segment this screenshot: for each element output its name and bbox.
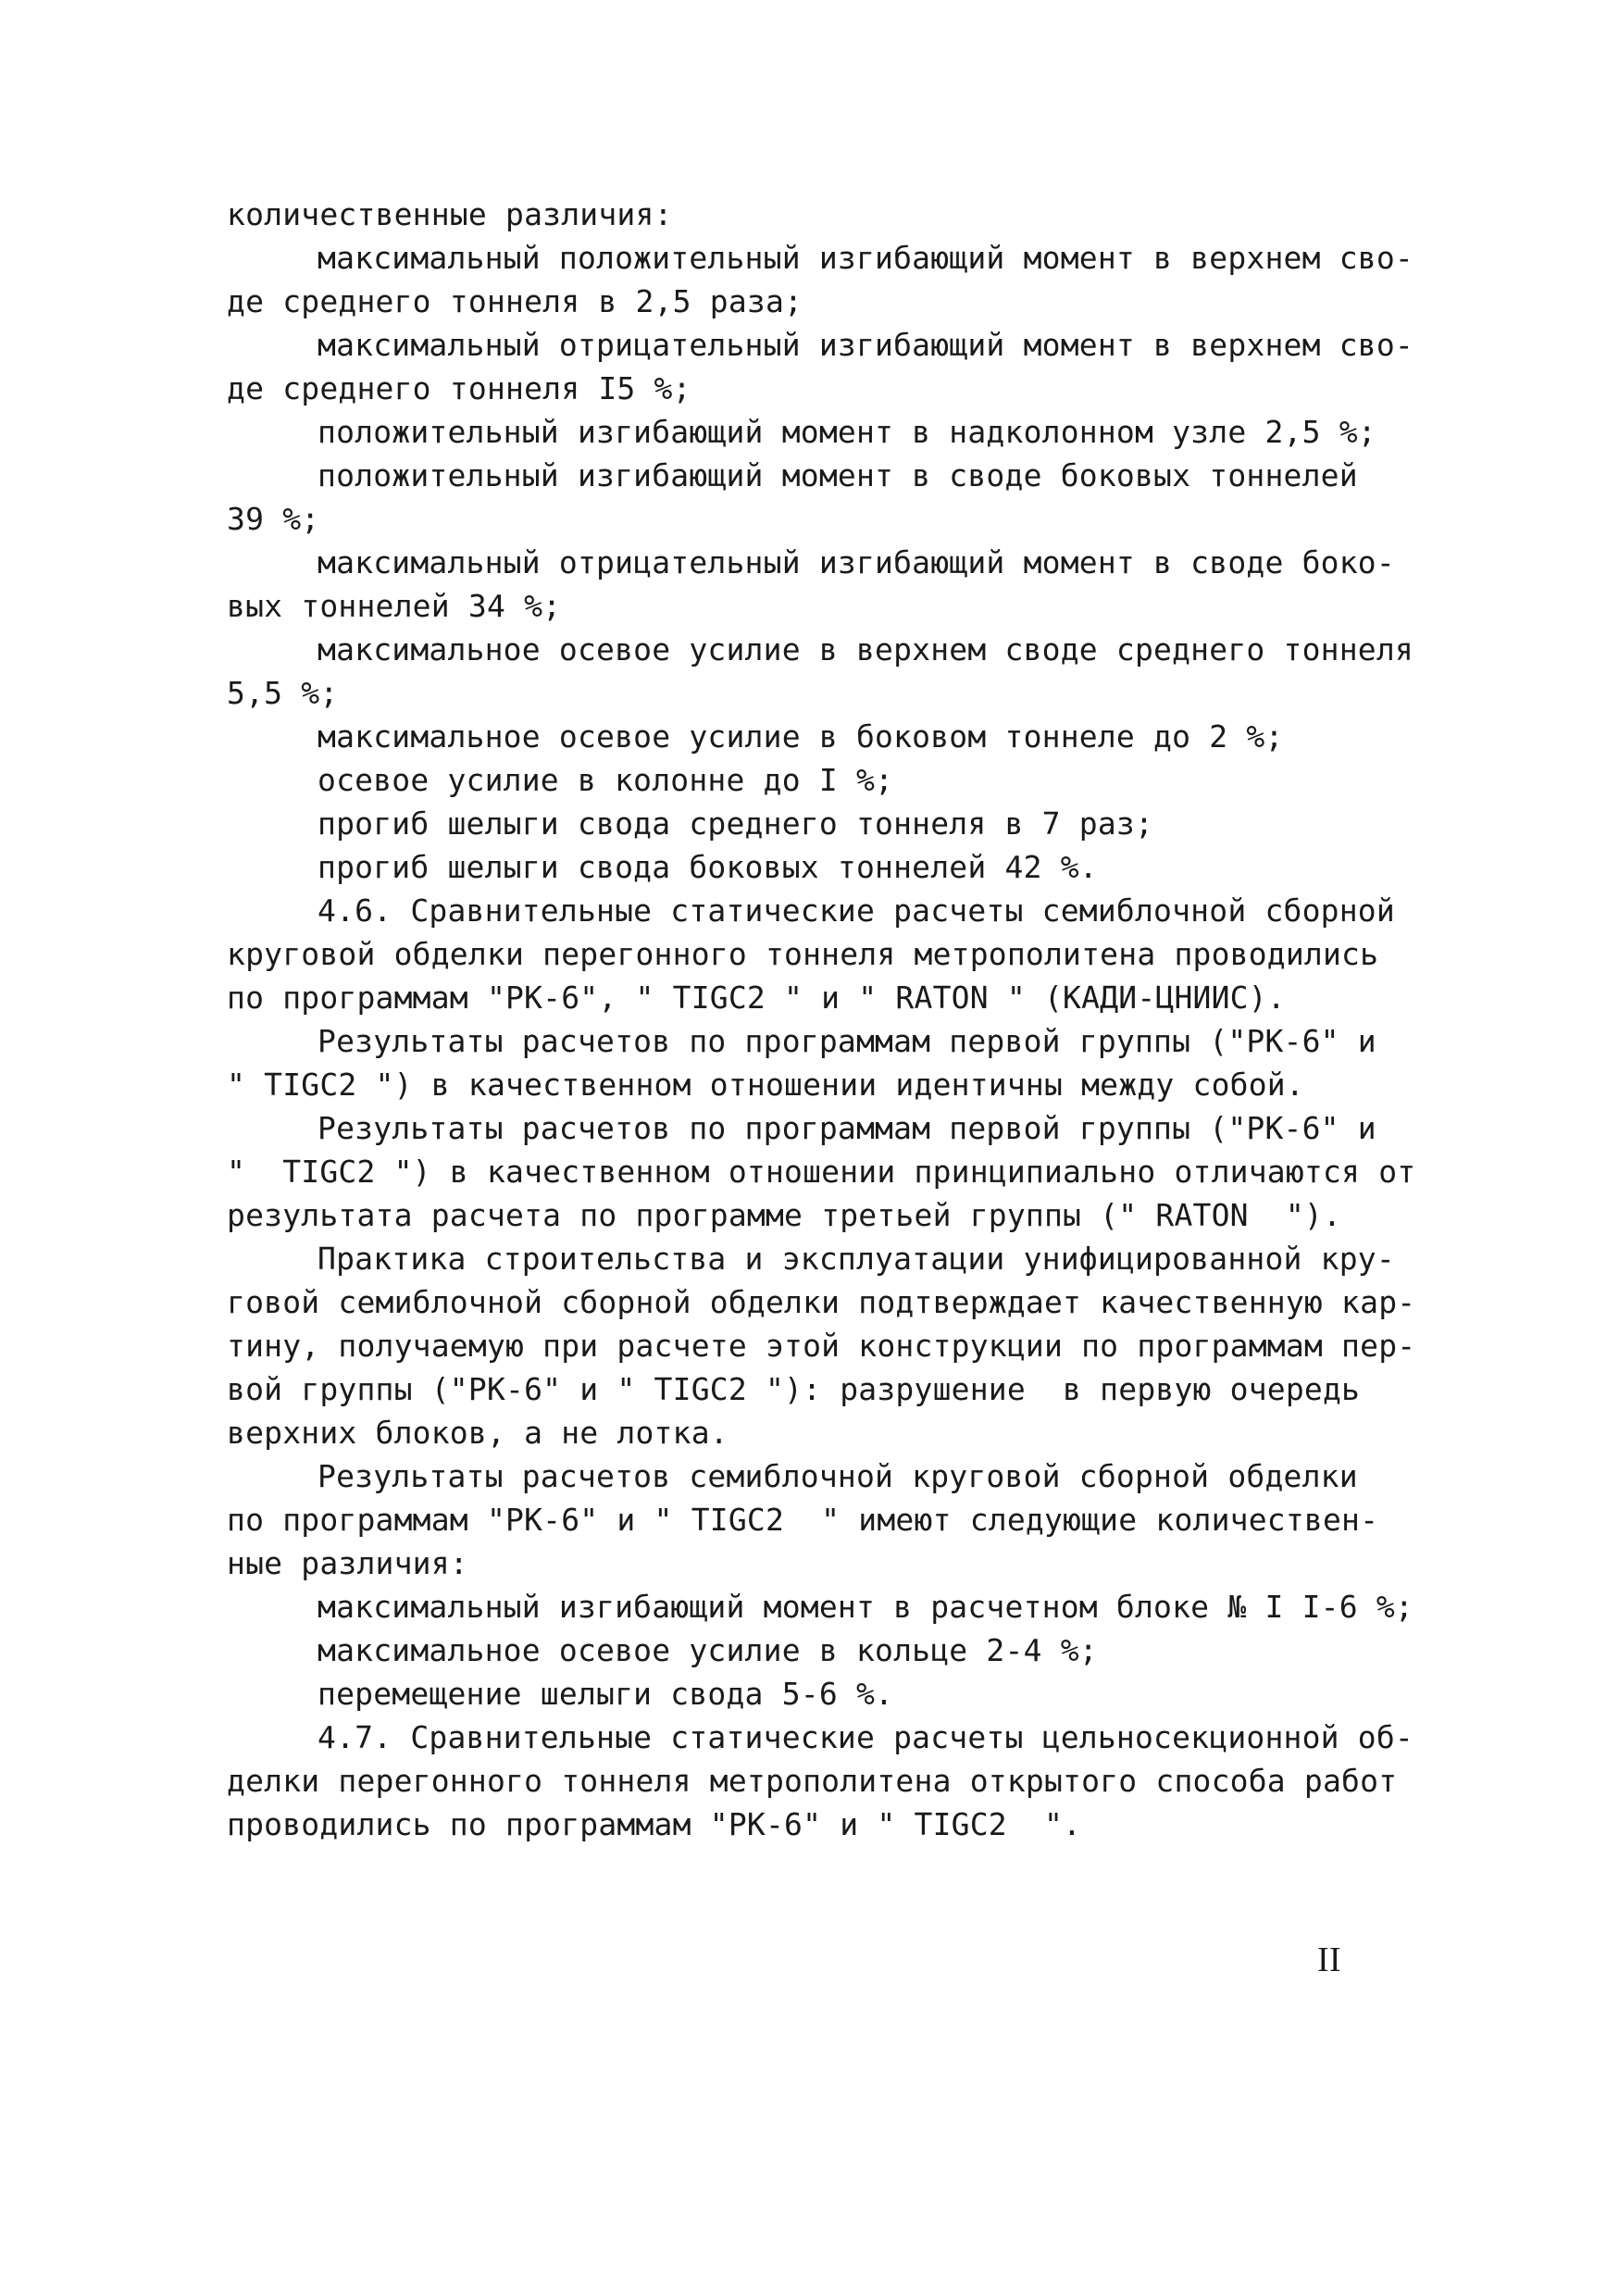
text-line: максимальный положительный изгибающий момент в верхнем сво- <box>318 240 1414 276</box>
text-line: по программам "РК-6", " TIGC2 " и " RATON " (КАДИ-ЦНИИС). <box>227 980 1286 1016</box>
text-line: результата расчета по программе третьей группы (" RATON "). <box>227 1197 1342 1233</box>
text-line: максимальное осевое усилие в кольце 2-4 %; <box>318 1632 1098 1668</box>
section-4-7-heading: 4.7. Сравнительные статические расчеты цельносекционной об- <box>318 1719 1414 1755</box>
text-line: вых тоннелей 34 %; <box>227 588 562 624</box>
text-line: проводились по программам "РК-6" и " TIGC2 ". <box>227 1806 1082 1842</box>
text-line: де среднего тоннеля в 2,5 раза; <box>227 283 803 319</box>
text-line: прогиб шелыги свода боковых тоннелей 42 %. <box>318 849 1098 885</box>
text-line: максимальное осевое усилие в боковом тоннеле до 2 %; <box>318 718 1284 755</box>
text-line: максимальный отрицательный изгибающий момент в верхнем сво- <box>318 327 1414 363</box>
text-line: 5,5 %; <box>227 675 339 711</box>
text-line: осевое усилие в колонне до I %; <box>318 762 894 798</box>
text-line: " TIGC2 ") в качественном отношении идентичны между собой. <box>227 1067 1304 1103</box>
text-line: по программам "РК-6" и " TIGC2 " имеют следующие количествен- <box>227 1502 1379 1538</box>
text-line: делки перегонного тоннеля метрополитена открытого способа работ <box>227 1763 1398 1799</box>
text-line: количественные различия: <box>227 196 673 232</box>
text-line: Результаты расчетов по программам первой группы ("РК-6" и <box>318 1023 1376 1059</box>
text-line: Практика строительства и эксплуатации унифицированной кру- <box>318 1241 1395 1277</box>
section-4-6-heading: 4.6. Сравнительные статические расчеты семиблочной сборной <box>318 892 1395 929</box>
text-line: максимальный изгибающий момент в расчетном блоке № I I-6 %; <box>318 1589 1414 1625</box>
text-line: максимальный отрицательный изгибающий момент в своде боко- <box>318 544 1395 580</box>
text-line: прогиб шелыги свода среднего тоннеля в 7 раз; <box>318 805 1154 842</box>
text-line: верхних блоков, а не лотка. <box>227 1415 729 1451</box>
text-line: 39 %; <box>227 501 320 537</box>
text-line: де среднего тоннеля I5 %; <box>227 370 691 406</box>
text-line: положительный изгибающий момент в надколонном узле 2,5 %; <box>318 414 1376 450</box>
text-line: перемещение шелыги свода 5-6 %. <box>318 1676 894 1712</box>
page-number: II <box>1317 1940 1341 1979</box>
text-line: Результаты расчетов семиблочной круговой сборной обделки <box>318 1458 1358 1494</box>
text-line: максимальное осевое усилие в верхнем своде среднего тоннеля <box>318 631 1414 668</box>
text-line: круговой обделки перегонного тоннеля метрополитена проводились <box>227 936 1379 972</box>
text-line: положительный изгибающий момент в своде боковых тоннелей <box>318 457 1358 493</box>
text-line: Результаты расчетов по программам первой группы ("РК-6" и <box>318 1110 1376 1146</box>
text-line: вой группы ("РК-6" и " TIGC2 "): разрушение в первую очередь <box>227 1371 1361 1407</box>
text-line: " TIGC2 ") в качественном отношении принципиально отличаются от <box>227 1154 1416 1190</box>
text-line: тину, получаемую при расчете этой конструкции по программам пер- <box>227 1328 1416 1364</box>
text-line: говой семиблочной сборной обделки подтверждает качественную кар- <box>227 1284 1416 1320</box>
text-line: ные различия: <box>227 1545 468 1581</box>
